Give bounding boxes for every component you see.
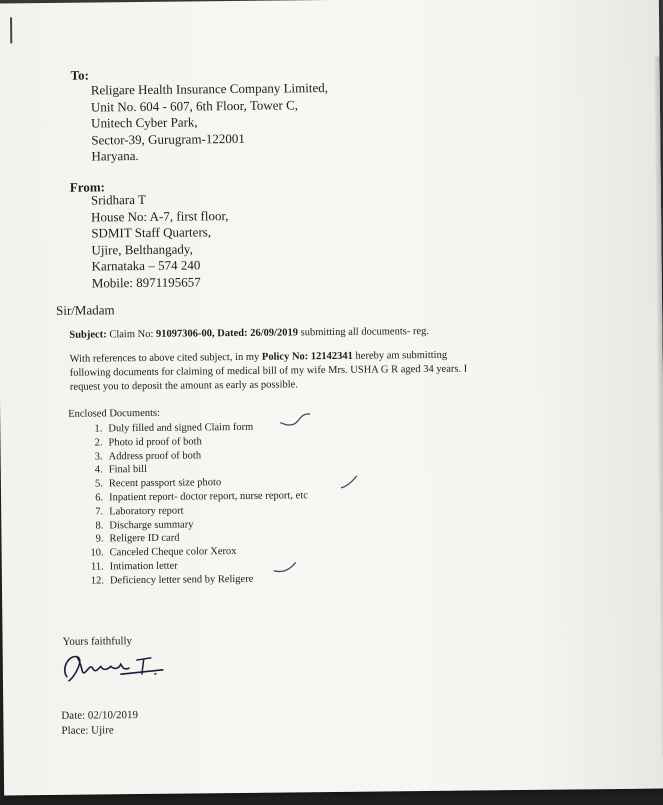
item-number: 11. bbox=[90, 561, 104, 573]
signature-image bbox=[59, 646, 169, 687]
item-text: Duly filled and signed Claim form bbox=[108, 421, 254, 435]
item-text: Intimation letter bbox=[109, 560, 178, 573]
date-place bbox=[61, 708, 138, 739]
item-number: 6. bbox=[95, 492, 104, 504]
from-address bbox=[91, 191, 229, 291]
dated-value: 26/09/2019 bbox=[250, 327, 299, 339]
item-text: Discharge summary bbox=[109, 519, 194, 531]
pen-mark bbox=[10, 17, 12, 43]
item-text: Religere ID card bbox=[109, 532, 180, 545]
item-number: 1. bbox=[94, 423, 103, 435]
item-number: 12. bbox=[90, 575, 104, 587]
item-text: Laboratory report bbox=[109, 505, 184, 518]
item-number: 5. bbox=[94, 478, 103, 490]
from-line-6: Mobile: 8971195657 bbox=[91, 273, 201, 291]
body-line-2: following documents for claiming of medical bill of my wife Mrs. USHA G R aged 34 years. I bbox=[69, 363, 468, 379]
subject-prefix: Subject: bbox=[69, 329, 107, 341]
subject-line bbox=[69, 325, 429, 343]
item-text: Address proof of both bbox=[108, 449, 202, 462]
from-heading: From: bbox=[69, 179, 106, 195]
place-line: Place: Ujire bbox=[61, 724, 114, 737]
from-line-4: Ujire, Belthangady, bbox=[91, 240, 193, 258]
from-line-1: Sridhara T bbox=[90, 191, 147, 208]
item-number: 7. bbox=[95, 506, 104, 518]
item-number: 10. bbox=[90, 547, 104, 559]
claim-label: Claim No: bbox=[109, 328, 154, 341]
policy-number: 12142341 bbox=[310, 350, 353, 363]
check-mark-icon bbox=[280, 414, 310, 425]
item-text: Recent passport size photo bbox=[108, 477, 222, 490]
body-line-1-pre: With references to above cited subject, in my bbox=[69, 351, 260, 365]
enclosed-heading: Enclosed Documents: bbox=[68, 407, 161, 420]
item-text: Photo id proof of both bbox=[108, 436, 202, 449]
handwritten-check-marks bbox=[270, 407, 382, 578]
item-number: 8. bbox=[95, 519, 104, 532]
claim-number: 91097306-00, bbox=[155, 328, 215, 340]
to-line-5: Haryana. bbox=[91, 148, 139, 164]
closing: Yours faithfully bbox=[62, 635, 133, 648]
to-label bbox=[71, 67, 89, 85]
page-edge bbox=[654, 57, 663, 757]
item-number: 3. bbox=[94, 450, 103, 463]
to-heading: To: bbox=[70, 67, 90, 83]
item-number: 4. bbox=[94, 464, 103, 476]
date-line: Date: 02/10/2019 bbox=[61, 709, 139, 722]
from-line-3: SDMIT Staff Quarters, bbox=[91, 224, 212, 241]
body-line-3: request you to deposit the amount as early as possible. bbox=[69, 379, 298, 393]
policy-label: Policy No: bbox=[261, 351, 309, 363]
subject-suffix: submitting all documents- reg. bbox=[300, 325, 430, 339]
body-line-1-post: hereby am submitting bbox=[355, 349, 448, 362]
from-line-5: Karnataka – 574 240 bbox=[91, 257, 201, 274]
to-line-1: Religare Health Insurance Company Limited, bbox=[90, 80, 329, 98]
check-mark-icon bbox=[341, 476, 357, 488]
dated-label: Dated: bbox=[217, 327, 248, 340]
check-mark-icon bbox=[274, 562, 296, 571]
body-paragraph bbox=[70, 349, 468, 395]
item-text: Inpatient report- doctor report, nurse report, etc bbox=[108, 490, 308, 504]
item-number: 9. bbox=[95, 533, 104, 545]
item-text: Final bill bbox=[108, 464, 148, 476]
item-text: Deficiency letter send by Religere bbox=[109, 573, 254, 587]
salutation: Sir/Madam bbox=[56, 302, 115, 318]
to-line-4: Sector-39, Gurugram-122001 bbox=[91, 130, 245, 148]
to-line-3: Unitech Cyber Park, bbox=[91, 114, 198, 131]
to-address bbox=[91, 80, 329, 165]
item-number: 2. bbox=[94, 437, 103, 449]
from-line-2: House No: A-7, first floor, bbox=[91, 207, 229, 225]
to-line-2: Unit No. 604 - 607, 6th Floor, Tower C, bbox=[90, 96, 299, 115]
item-text: Canceled Cheque color Xerox bbox=[109, 546, 237, 559]
